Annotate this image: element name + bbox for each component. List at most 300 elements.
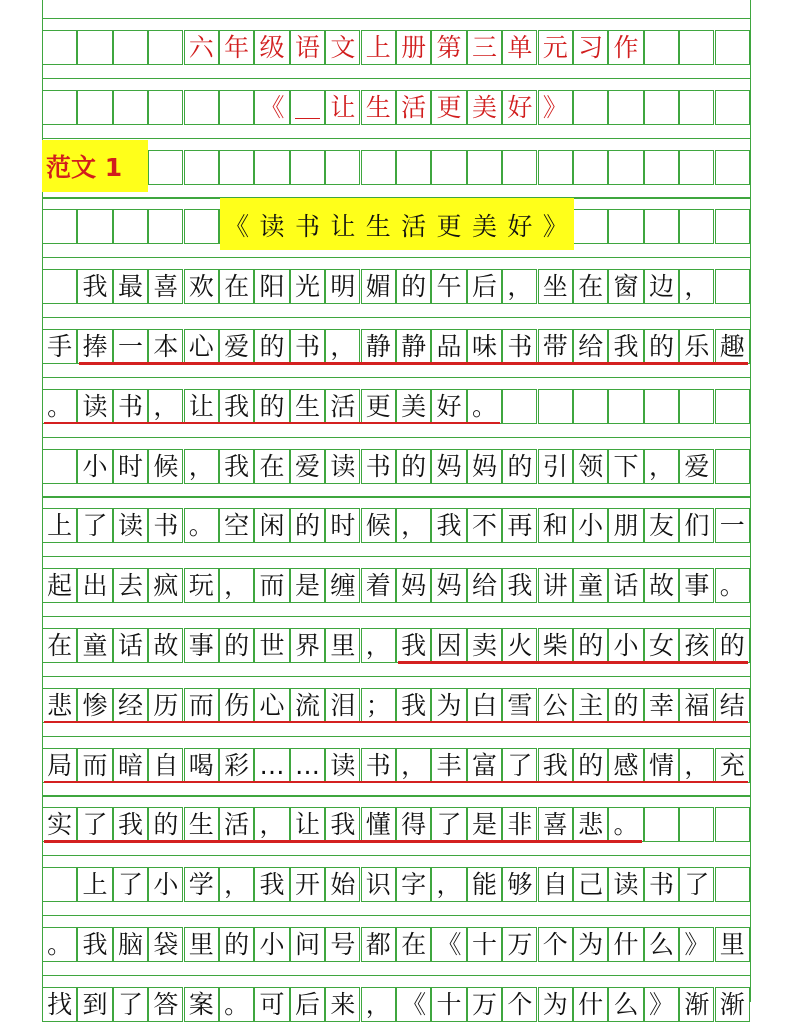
grid-cell [148, 209, 183, 244]
body-char: 们 [684, 511, 710, 541]
body-char: 小 [82, 451, 108, 481]
subtitle-char: 让 [330, 92, 356, 122]
body-char: 开 [294, 870, 320, 900]
body-char: 爱 [294, 451, 320, 481]
body-char: 妈 [436, 571, 462, 601]
body-char: 得 [401, 810, 427, 840]
body-char: 女 [648, 631, 674, 660]
body-char: 充 [719, 750, 745, 780]
header-char: 作 [613, 33, 639, 62]
body-char: 。 [47, 391, 73, 421]
body-char: 生 [188, 810, 214, 840]
body-char: 明 [330, 272, 356, 302]
body-char: ， [365, 989, 391, 1019]
grid-cell [715, 867, 750, 902]
body-char: 在 [578, 272, 604, 302]
body-char: 时 [117, 451, 143, 481]
grid-cell [361, 150, 396, 185]
body-char: 实 [47, 810, 73, 840]
row-gap-line [42, 795, 750, 796]
body-char: 给 [471, 571, 497, 601]
body-char: 小 [613, 631, 639, 660]
body-char: 捧 [82, 332, 108, 361]
subtitle-char: 更 [436, 92, 462, 122]
body-char: 味 [471, 332, 497, 361]
body-char: 富 [471, 750, 497, 780]
body-char: 喜 [542, 810, 568, 840]
body-char: 我 [82, 272, 108, 302]
subtitle-char: 》 [542, 92, 568, 122]
body-char: 我 [401, 631, 427, 660]
body-char: 孩 [684, 631, 710, 660]
body-char: 故 [648, 571, 674, 601]
body-char: 妈 [436, 451, 462, 481]
body-char: 为 [578, 930, 604, 959]
body-char: 喜 [153, 272, 179, 302]
body-char: 边 [648, 272, 674, 302]
row-gap-line [42, 975, 750, 976]
body-char: 领 [578, 451, 604, 481]
body-char: 够 [507, 870, 533, 900]
body-char: 。 [224, 989, 250, 1019]
grid-cell [715, 90, 750, 125]
essay-title-char: 生 [365, 212, 391, 242]
body-char: … [259, 750, 285, 780]
body-char: 上 [82, 870, 108, 900]
body-char: 的 [153, 810, 179, 840]
body-char: 公 [542, 690, 568, 720]
body-char: 在 [259, 451, 285, 481]
body-char: 话 [613, 571, 639, 601]
body-char: 答 [153, 989, 179, 1019]
body-char: 起 [47, 571, 73, 601]
body-char: 妈 [401, 571, 427, 601]
body-char: 朋 [613, 511, 639, 541]
body-char: … [294, 750, 320, 780]
body-char: 字 [401, 870, 427, 900]
body-char: 我 [224, 451, 250, 481]
body-char: 去 [117, 571, 143, 601]
body-char: 主 [578, 690, 604, 720]
grid-cell [679, 389, 714, 424]
subtitle-char: 好 [507, 92, 533, 122]
body-char: 万 [471, 989, 497, 1019]
body-char: 《 [401, 989, 427, 1019]
body-char: 。 [719, 571, 745, 601]
grid-cell [290, 150, 325, 185]
grid-cell [77, 209, 112, 244]
body-char: 我 [82, 930, 108, 959]
grid-cell [679, 90, 714, 125]
body-char: 找 [47, 989, 73, 1019]
body-char: 心 [188, 332, 214, 361]
body-char: 的 [401, 451, 427, 481]
row-gap-line [42, 616, 750, 617]
grid-cell [42, 867, 77, 902]
body-char: 局 [47, 750, 73, 780]
body-char: 》 [684, 930, 710, 959]
row-gap-line [42, 855, 750, 856]
body-char: 心 [259, 690, 285, 720]
body-char: 的 [578, 631, 604, 660]
grid-cell [42, 269, 77, 304]
grid-cell [608, 90, 643, 125]
header-char: 单 [507, 33, 533, 62]
grid-cell [715, 209, 750, 244]
subtitle-char: 生 [365, 92, 391, 122]
body-char: 生 [294, 391, 320, 421]
grid-cell [431, 150, 466, 185]
body-char: 故 [153, 631, 179, 660]
grid-cell [77, 30, 112, 65]
grid-cell [715, 389, 750, 424]
subtitle-char: 美 [471, 92, 497, 122]
body-char: 书 [117, 391, 143, 421]
body-char: 十 [436, 989, 462, 1019]
body-char: 书 [365, 750, 391, 780]
body-char: 火 [507, 631, 533, 660]
body-char: 是 [471, 810, 497, 840]
body-char: 小 [153, 870, 179, 900]
header-char: 元 [542, 33, 568, 62]
body-char: 因 [436, 631, 462, 660]
row-gap-line [42, 18, 750, 19]
body-char: 着 [365, 571, 391, 601]
body-char: ， [224, 571, 250, 601]
body-char: 都 [365, 930, 391, 959]
row-gap-line [42, 317, 750, 318]
body-char: 闲 [259, 511, 285, 541]
body-char: 卖 [471, 631, 497, 660]
grid-cell [573, 150, 608, 185]
grid-cell [573, 209, 608, 244]
body-char: 小 [259, 930, 285, 959]
body-char: 了 [117, 989, 143, 1019]
grid-cell [538, 150, 573, 185]
body-char: 讲 [542, 571, 568, 601]
grid-cell [715, 449, 750, 484]
body-char: 的 [259, 332, 285, 361]
grid-cell [254, 150, 289, 185]
body-char: 情 [648, 750, 674, 780]
body-char: ， [330, 332, 356, 361]
body-char: 趣 [719, 332, 745, 361]
body-char: 感 [613, 750, 639, 780]
body-char: 十 [471, 930, 497, 959]
body-char: ， [188, 451, 214, 481]
grid-cell [184, 209, 219, 244]
body-char: 为 [542, 989, 568, 1019]
header-char: 六 [188, 33, 214, 62]
body-char: 》 [648, 989, 674, 1019]
header-char: 级 [259, 33, 285, 62]
row-gap-line [42, 377, 750, 378]
grid-cell [679, 150, 714, 185]
grid-cell [608, 150, 643, 185]
body-char: 乐 [684, 332, 710, 361]
body-char: 自 [153, 750, 179, 780]
body-char: ， [436, 870, 462, 900]
body-char: 结 [719, 690, 745, 720]
body-char: 能 [471, 870, 497, 900]
body-char: 美 [401, 391, 427, 421]
body-char: 己 [578, 870, 604, 900]
grid-cell [148, 30, 183, 65]
grid-cell [502, 389, 537, 424]
grid-cell [679, 807, 714, 842]
body-char: 爱 [224, 332, 250, 361]
body-char: 。 [188, 511, 214, 541]
body-char: 悲 [47, 690, 73, 720]
grid-cell [644, 90, 679, 125]
body-char: 书 [294, 332, 320, 361]
essay-title-char: 好 [507, 212, 533, 242]
body-char: 问 [294, 930, 320, 959]
body-char: 幸 [648, 690, 674, 720]
row-gap-line [42, 676, 750, 677]
body-char: 和 [542, 511, 568, 541]
body-char: 里 [330, 631, 356, 660]
body-char: 么 [648, 930, 674, 959]
body-char: 我 [117, 810, 143, 840]
body-char: ， [401, 511, 427, 541]
body-char: 而 [259, 571, 285, 601]
body-char: 光 [294, 272, 320, 302]
body-char: 再 [507, 511, 533, 541]
header-char: 年 [224, 33, 250, 62]
body-char: 我 [613, 332, 639, 361]
body-char: 是 [294, 571, 320, 601]
grid-cell [219, 90, 254, 125]
grid-cell [113, 30, 148, 65]
body-char: 什 [578, 989, 604, 1019]
body-char: 在 [224, 272, 250, 302]
grid-cell [113, 209, 148, 244]
body-char: 懂 [365, 810, 391, 840]
body-char: 了 [82, 810, 108, 840]
body-char: 带 [542, 332, 568, 361]
row-gap-line [42, 78, 750, 79]
essay-title-char: 美 [471, 212, 497, 242]
body-char: 的 [224, 930, 250, 959]
grid-cell [608, 389, 643, 424]
grid-cell [715, 30, 750, 65]
body-char: 读 [330, 750, 356, 780]
subtitle-char: ＿ [294, 92, 320, 122]
body-char: 柴 [542, 631, 568, 660]
body-char: 号 [330, 930, 356, 959]
row-gap-line [42, 437, 750, 438]
body-char: 了 [117, 870, 143, 900]
body-char: 悲 [578, 810, 604, 840]
body-char: 疯 [153, 571, 179, 601]
body-char: 而 [188, 690, 214, 720]
body-char: 让 [294, 810, 320, 840]
body-char: ， [684, 750, 710, 780]
grid-cell [184, 90, 219, 125]
body-char: 了 [507, 750, 533, 780]
body-char: 的 [224, 631, 250, 660]
header-char: 习 [578, 33, 604, 62]
margin-line [750, 0, 751, 1002]
grid-cell [42, 449, 77, 484]
body-char: 坐 [542, 272, 568, 302]
body-char: 妈 [471, 451, 497, 481]
body-char: 学 [188, 870, 214, 900]
body-char: 最 [117, 272, 143, 302]
grid-cell [42, 30, 77, 65]
body-char: 的 [259, 391, 285, 421]
body-char: 彩 [224, 750, 250, 780]
body-char: 了 [684, 870, 710, 900]
body-char: 让 [188, 391, 214, 421]
grid-cell [42, 209, 77, 244]
body-char: 书 [365, 451, 391, 481]
body-char: 泪 [330, 690, 356, 720]
grid-cell [679, 209, 714, 244]
body-char: 我 [330, 810, 356, 840]
row-gap-line [42, 257, 750, 258]
body-char: 给 [578, 332, 604, 361]
row-gap-line [42, 496, 750, 497]
body-char: 雪 [507, 690, 533, 720]
body-char: 《 [436, 930, 462, 959]
grid-cell [113, 90, 148, 125]
essay-title-char: 活 [401, 212, 427, 242]
body-char: 始 [330, 870, 356, 900]
body-char: 书 [648, 870, 674, 900]
subtitle-char: 活 [401, 92, 427, 122]
body-char: 。 [471, 391, 497, 421]
body-char: ， [684, 272, 710, 302]
body-char: 更 [365, 391, 391, 421]
body-char: 来 [330, 989, 356, 1019]
grid-cell [644, 209, 679, 244]
essay-title-char: 读 [259, 212, 285, 242]
body-char: 活 [330, 391, 356, 421]
body-char: 袋 [153, 930, 179, 959]
body-char: 我 [401, 690, 427, 720]
body-char: 静 [365, 332, 391, 361]
body-char: 玩 [188, 571, 214, 601]
header-char: 册 [401, 33, 427, 62]
body-char: 的 [648, 332, 674, 361]
essay-title-char: 让 [330, 212, 356, 242]
grid-cell [573, 90, 608, 125]
grid-cell [644, 30, 679, 65]
body-char: 事 [188, 631, 214, 660]
header-char: 第 [436, 33, 462, 62]
body-char: 出 [82, 571, 108, 601]
body-char: 候 [153, 451, 179, 481]
body-char: 事 [684, 571, 710, 601]
grid-cell [148, 90, 183, 125]
body-char: 经 [117, 690, 143, 720]
body-char: 本 [153, 332, 179, 361]
body-char: 的 [401, 272, 427, 302]
body-char: ， [365, 631, 391, 660]
body-char: ， [507, 272, 533, 302]
body-char: ； [365, 690, 391, 720]
body-char: 友 [648, 511, 674, 541]
grid-cell [77, 90, 112, 125]
essay-title-char: 更 [436, 212, 462, 242]
body-char: 爱 [684, 451, 710, 481]
body-char: 在 [47, 631, 73, 660]
body-char: 界 [294, 631, 320, 660]
body-char: 窗 [613, 272, 639, 302]
grid-cell [219, 150, 254, 185]
body-char: 而 [82, 750, 108, 780]
body-char: 个 [542, 930, 568, 959]
sample-label: 范文 1 [46, 153, 123, 182]
body-char: 好 [436, 391, 462, 421]
body-char: 缠 [330, 571, 356, 601]
grid-cell [715, 807, 750, 842]
body-char: 阳 [259, 272, 285, 302]
body-char: 静 [401, 332, 427, 361]
body-char: 欢 [188, 272, 214, 302]
body-char: 话 [117, 631, 143, 660]
body-char: ， [153, 391, 179, 421]
body-char: 渐 [684, 989, 710, 1019]
body-char: 白 [471, 690, 497, 720]
body-char: 我 [224, 391, 250, 421]
body-char: 读 [613, 870, 639, 900]
body-char: 时 [330, 511, 356, 541]
body-char: 福 [684, 690, 710, 720]
grid-cell [679, 30, 714, 65]
body-char: 童 [578, 571, 604, 601]
body-char: 渐 [719, 989, 745, 1019]
body-char: 媚 [365, 272, 391, 302]
body-char: 了 [82, 511, 108, 541]
body-char: 上 [47, 511, 73, 541]
grid-cell [608, 209, 643, 244]
body-char: 。 [613, 810, 639, 840]
body-char: 一 [719, 511, 745, 541]
body-char: 脑 [117, 930, 143, 959]
body-char: 书 [507, 332, 533, 361]
body-char: 引 [542, 451, 568, 481]
body-char: 下 [613, 451, 639, 481]
grid-cell [325, 150, 360, 185]
grid-cell [573, 389, 608, 424]
body-char: 丰 [436, 750, 462, 780]
body-char: 暗 [117, 750, 143, 780]
body-char: 的 [294, 511, 320, 541]
body-char: ， [401, 750, 427, 780]
body-char: ， [224, 870, 250, 900]
grid-cell [42, 90, 77, 125]
body-char: 惨 [82, 690, 108, 720]
grid-cell [715, 269, 750, 304]
essay-title-char: 《 [224, 212, 250, 242]
body-char: 小 [578, 511, 604, 541]
body-char: 什 [613, 930, 639, 959]
body-char: 世 [259, 631, 285, 660]
row-gap-line [42, 915, 750, 916]
header-char: 三 [471, 33, 497, 62]
body-char: 读 [82, 391, 108, 421]
body-char: 读 [117, 511, 143, 541]
body-char: ， [259, 810, 285, 840]
body-char: 空 [224, 511, 250, 541]
grid-cell [644, 150, 679, 185]
row-gap-line [42, 736, 750, 737]
row-gap-line [42, 138, 750, 139]
body-char: 读 [330, 451, 356, 481]
